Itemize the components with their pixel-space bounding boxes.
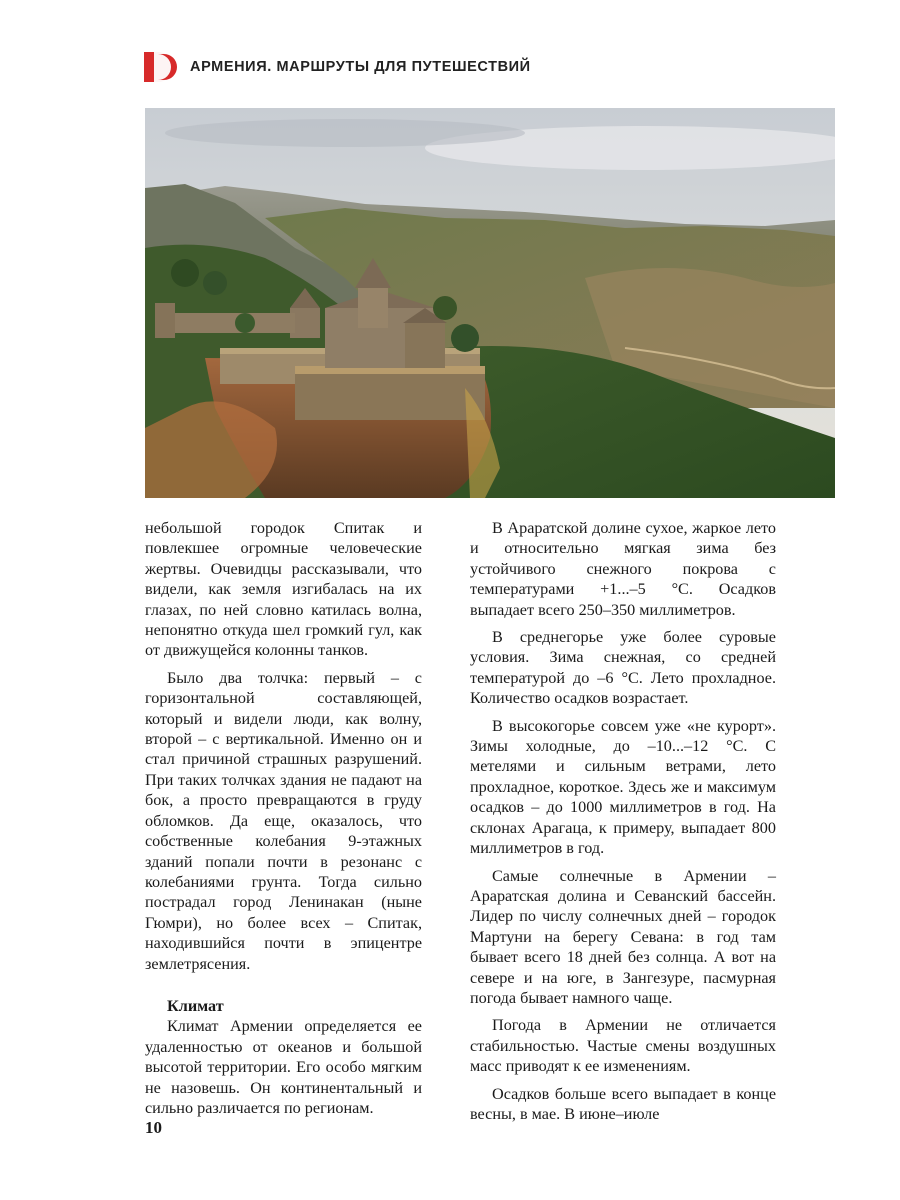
paragraph: Климат Армении определяется ее удаленностью от океанов и большой высотой территории. Его особо мягким не назовешь. Он континентальный и сильно различается по регионам. — [145, 1017, 422, 1117]
page-number: 10 — [145, 1118, 162, 1137]
paragraph: В Араратской долине сухое, жаркое лето и относительно мягкая зима без устойчивого снежного покрова с температурами +1...–5 °С. Осадков выпадает всего 250–350 миллиметров. — [470, 519, 776, 619]
right-text-column — [470, 518, 776, 1124]
paragraph: В среднегорье уже более суровые условия. Зима снежная, со средней температурой до –6 °С. Лето прохладное. Количество осадков возрастает. — [470, 628, 776, 708]
running-header — [144, 52, 531, 82]
paragraph: Самые солнечные в Армении – Араратская долина и Севанский бассейн. Лидер по числу солнечных дней – городок Мартуни на берегу Севана: в год там бывает всего 18 дней без солнца. А вот на севере и на юге, в Зангезуре, пасмурная погода бывает намного чаще. — [470, 866, 776, 1007]
paragraph: небольшой городок Спитак и повлекшее огромные человеческие жертвы. Очевидцы рассказывали, что видели, как земля изгибалась на их глазах, по ней словно катилась волна, непонятно откуда шел громкий гул, как от движущейся колонны танков. — [145, 519, 422, 660]
paragraph: В высокогорье совсем уже «не курорт». Зимы холодные, до –10...–12 °С. С метелями и сильным ветрами, лето прохладное, короткое. Здесь же и максимум осадков – до 1000 миллиметров в год. На склонах Арагаца, к примеру, выпадает 800 миллиметров в год. — [470, 716, 776, 858]
left-text-column — [145, 518, 422, 1118]
monastery-photo — [145, 108, 835, 498]
header-title: АРМЕНИЯ. МАРШРУТЫ ДЛЯ ПУТЕШЕСТВИЙ — [190, 59, 531, 75]
paragraph: Погода в Армении не отличается стабильностью. Частые смены воздушных масс приводят к ее изменениям. — [470, 1016, 776, 1076]
landscape-illustration — [145, 108, 835, 498]
paragraph: Осадков больше всего выпадает в конце весны, в мае. В июне–июле — [470, 1084, 776, 1123]
publisher-logo-icon — [144, 52, 180, 82]
paragraph: Было два толчка: первый – с горизонтальной составляющей, который и видели люди, как волну, второй – с вертикальной. Именно он и стал причиной страшных разрушений. При таких толчках здания не падают на бок, а просто превращаются в груду обломков. Да еще, оказалось, что собственные колебания 9-этажных зданий попали почти в резонанс с колебаниями грунта. Тогда сильно пострадал город Ленинакан (ныне Гюмри), но более всех – Спитак, находившийся почти в эпицентре землетрясения. — [145, 668, 422, 973]
section-heading: Климат — [167, 996, 224, 1015]
